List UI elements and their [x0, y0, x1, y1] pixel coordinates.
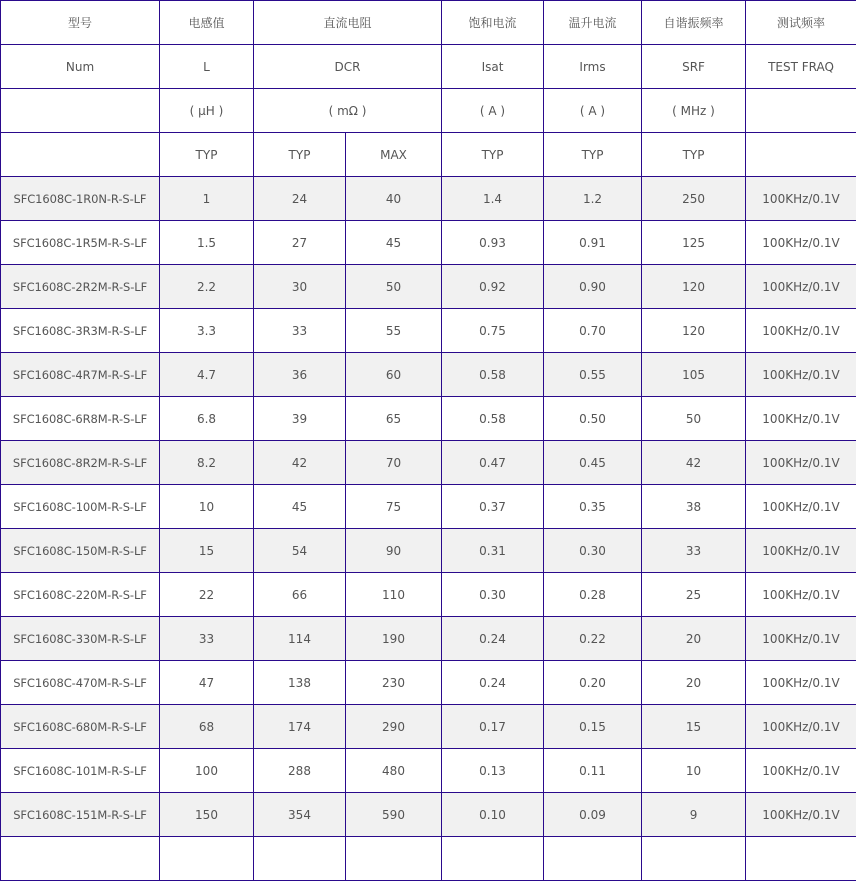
- cell-irms: 0.55: [544, 353, 642, 397]
- cell-dcr-typ: 354: [254, 793, 346, 837]
- cell-dcr-typ: 42: [254, 441, 346, 485]
- header-row-units: [1, 89, 856, 133]
- header-inductance-typ: TYP: [160, 133, 254, 177]
- header-isat-symbol: Isat: [442, 45, 544, 89]
- header-isat: 饱和电流: [442, 1, 544, 45]
- table-row: [1, 177, 856, 221]
- cell-dcr-typ: 288: [254, 749, 346, 793]
- cell-irms: 0.45: [544, 441, 642, 485]
- cell-srf: 15: [642, 705, 746, 749]
- cell-test-freq: [746, 837, 856, 881]
- cell-test-freq: 100KHz/0.1V: [746, 705, 856, 749]
- cell-dcr-typ: 33: [254, 309, 346, 353]
- cell-model: SFC1608C-101M-R-S-LF: [1, 749, 160, 793]
- cell-dcr-typ: 39: [254, 397, 346, 441]
- cell-isat: 0.17: [442, 705, 544, 749]
- cell-dcr-typ: 24: [254, 177, 346, 221]
- cell-test-freq: 100KHz/0.1V: [746, 441, 856, 485]
- cell-model: SFC1608C-151M-R-S-LF: [1, 793, 160, 837]
- cell-dcr-typ: 114: [254, 617, 346, 661]
- cell-isat: 0.37: [442, 485, 544, 529]
- cell-model: SFC1608C-220M-R-S-LF: [1, 573, 160, 617]
- cell-isat: 0.24: [442, 661, 544, 705]
- cell-srf: [642, 837, 746, 881]
- cell-srf: 50: [642, 397, 746, 441]
- cell-dcr-typ: 45: [254, 485, 346, 529]
- header-inductance-symbol: L: [160, 45, 254, 89]
- cell-test-freq: 100KHz/0.1V: [746, 749, 856, 793]
- cell-irms: 0.91: [544, 221, 642, 265]
- cell-dcr-typ: 30: [254, 265, 346, 309]
- header-srf-symbol: SRF: [642, 45, 746, 89]
- cell-inductance: 2.2: [160, 265, 254, 309]
- cell-inductance: 33: [160, 617, 254, 661]
- cell-isat: 0.58: [442, 353, 544, 397]
- cell-irms: 0.15: [544, 705, 642, 749]
- cell-srf: 120: [642, 309, 746, 353]
- cell-test-freq: 100KHz/0.1V: [746, 397, 856, 441]
- header-irms-unit: ( A ): [544, 89, 642, 133]
- header-row-chinese: [1, 1, 856, 45]
- cell-srf: 125: [642, 221, 746, 265]
- cell-isat: 0.10: [442, 793, 544, 837]
- cell-dcr-typ: 36: [254, 353, 346, 397]
- table-row: [1, 529, 856, 573]
- cell-dcr-typ: 27: [254, 221, 346, 265]
- header-model-unit: [1, 89, 160, 133]
- cell-irms: 0.35: [544, 485, 642, 529]
- cell-srf: 25: [642, 573, 746, 617]
- header-model-en: Num: [1, 45, 160, 89]
- table-row: [1, 309, 856, 353]
- header-dcr: 直流电阻: [254, 1, 442, 45]
- cell-model: [1, 837, 160, 881]
- cell-dcr-typ: [254, 837, 346, 881]
- cell-isat: 0.93: [442, 221, 544, 265]
- table-row: [1, 573, 856, 617]
- table-row: [1, 705, 856, 749]
- header-test-freq-blank: [746, 133, 856, 177]
- cell-isat: 0.92: [442, 265, 544, 309]
- cell-isat: 0.58: [442, 397, 544, 441]
- cell-inductance: 6.8: [160, 397, 254, 441]
- cell-dcr-max: 110: [346, 573, 442, 617]
- cell-irms: 1.2: [544, 177, 642, 221]
- header-irms: 温升电流: [544, 1, 642, 45]
- header-irms-typ: TYP: [544, 133, 642, 177]
- cell-model: SFC1608C-1R5M-R-S-LF: [1, 221, 160, 265]
- cell-inductance: 68: [160, 705, 254, 749]
- cell-model: SFC1608C-330M-R-S-LF: [1, 617, 160, 661]
- cell-irms: 0.11: [544, 749, 642, 793]
- cell-dcr-max: 90: [346, 529, 442, 573]
- cell-srf: 33: [642, 529, 746, 573]
- cell-srf: 120: [642, 265, 746, 309]
- cell-dcr-max: 65: [346, 397, 442, 441]
- table-row: [1, 661, 856, 705]
- cell-dcr-max: 590: [346, 793, 442, 837]
- header-row-symbols: [1, 45, 856, 89]
- header-test-freq-en: TEST FRAQ: [746, 45, 856, 89]
- header-inductance-unit: ( μH ): [160, 89, 254, 133]
- cell-test-freq: 100KHz/0.1V: [746, 573, 856, 617]
- cell-srf: 9: [642, 793, 746, 837]
- cell-irms: 0.28: [544, 573, 642, 617]
- table-row: [1, 793, 856, 837]
- header-model: 型号: [1, 1, 160, 45]
- header-dcr-max: MAX: [346, 133, 442, 177]
- cell-irms: 0.20: [544, 661, 642, 705]
- cell-irms: 0.90: [544, 265, 642, 309]
- table-row: [1, 749, 856, 793]
- cell-srf: 42: [642, 441, 746, 485]
- header-isat-unit: ( A ): [442, 89, 544, 133]
- cell-test-freq: 100KHz/0.1V: [746, 353, 856, 397]
- cell-inductance: 3.3: [160, 309, 254, 353]
- cell-model: SFC1608C-3R3M-R-S-LF: [1, 309, 160, 353]
- cell-isat: 1.4: [442, 177, 544, 221]
- cell-inductance: 4.7: [160, 353, 254, 397]
- cell-test-freq: 100KHz/0.1V: [746, 617, 856, 661]
- cell-isat: 0.31: [442, 529, 544, 573]
- cell-inductance: 1.5: [160, 221, 254, 265]
- table-row: [1, 397, 856, 441]
- table-row: [1, 837, 856, 881]
- cell-model: SFC1608C-2R2M-R-S-LF: [1, 265, 160, 309]
- cell-test-freq: 100KHz/0.1V: [746, 221, 856, 265]
- header-dcr-symbol: DCR: [254, 45, 442, 89]
- header-dcr-unit: ( mΩ ): [254, 89, 442, 133]
- cell-dcr-typ: 138: [254, 661, 346, 705]
- cell-dcr-max: [346, 837, 442, 881]
- header-srf: 自谐振频率: [642, 1, 746, 45]
- cell-isat: [442, 837, 544, 881]
- table-row: [1, 221, 856, 265]
- cell-irms: 0.70: [544, 309, 642, 353]
- cell-dcr-typ: 174: [254, 705, 346, 749]
- header-dcr-typ: TYP: [254, 133, 346, 177]
- table-row: [1, 265, 856, 309]
- cell-model: SFC1608C-1R0N-R-S-LF: [1, 177, 160, 221]
- cell-srf: 20: [642, 617, 746, 661]
- cell-model: SFC1608C-680M-R-S-LF: [1, 705, 160, 749]
- cell-irms: [544, 837, 642, 881]
- cell-dcr-max: 70: [346, 441, 442, 485]
- cell-model: SFC1608C-8R2M-R-S-LF: [1, 441, 160, 485]
- table-row: [1, 441, 856, 485]
- cell-dcr-max: 40: [346, 177, 442, 221]
- cell-model: SFC1608C-150M-R-S-LF: [1, 529, 160, 573]
- header-row-typ-max: [1, 133, 856, 177]
- cell-dcr-max: 55: [346, 309, 442, 353]
- cell-isat: 0.30: [442, 573, 544, 617]
- cell-model: SFC1608C-4R7M-R-S-LF: [1, 353, 160, 397]
- table-row: [1, 353, 856, 397]
- cell-test-freq: 100KHz/0.1V: [746, 309, 856, 353]
- cell-isat: 0.75: [442, 309, 544, 353]
- header-srf-typ: TYP: [642, 133, 746, 177]
- cell-model: SFC1608C-470M-R-S-LF: [1, 661, 160, 705]
- cell-inductance: 8.2: [160, 441, 254, 485]
- header-srf-unit: ( MHz ): [642, 89, 746, 133]
- cell-dcr-max: 190: [346, 617, 442, 661]
- header-irms-symbol: Irms: [544, 45, 642, 89]
- cell-test-freq: 100KHz/0.1V: [746, 529, 856, 573]
- cell-dcr-max: 290: [346, 705, 442, 749]
- cell-irms: 0.30: [544, 529, 642, 573]
- cell-test-freq: 100KHz/0.1V: [746, 661, 856, 705]
- header-model-blank: [1, 133, 160, 177]
- cell-dcr-max: 45: [346, 221, 442, 265]
- cell-isat: 0.24: [442, 617, 544, 661]
- cell-test-freq: 100KHz/0.1V: [746, 177, 856, 221]
- cell-srf: 250: [642, 177, 746, 221]
- header-test-freq: 测试频率: [746, 1, 856, 45]
- cell-model: SFC1608C-6R8M-R-S-LF: [1, 397, 160, 441]
- cell-srf: 20: [642, 661, 746, 705]
- cell-dcr-max: 230: [346, 661, 442, 705]
- header-test-freq-unit: [746, 89, 856, 133]
- cell-dcr-max: 60: [346, 353, 442, 397]
- cell-irms: 0.50: [544, 397, 642, 441]
- table-row: [1, 617, 856, 661]
- header-isat-typ: TYP: [442, 133, 544, 177]
- header-inductance: 电感值: [160, 1, 254, 45]
- cell-dcr-max: 50: [346, 265, 442, 309]
- cell-inductance: 47: [160, 661, 254, 705]
- cell-model: SFC1608C-100M-R-S-LF: [1, 485, 160, 529]
- cell-dcr-max: 480: [346, 749, 442, 793]
- cell-inductance: 150: [160, 793, 254, 837]
- cell-test-freq: 100KHz/0.1V: [746, 485, 856, 529]
- cell-isat: 0.47: [442, 441, 544, 485]
- cell-inductance: 15: [160, 529, 254, 573]
- cell-test-freq: 100KHz/0.1V: [746, 793, 856, 837]
- cell-inductance: 100: [160, 749, 254, 793]
- cell-dcr-typ: 66: [254, 573, 346, 617]
- cell-inductance: 1: [160, 177, 254, 221]
- cell-dcr-typ: 54: [254, 529, 346, 573]
- cell-irms: 0.22: [544, 617, 642, 661]
- cell-inductance: 22: [160, 573, 254, 617]
- cell-isat: 0.13: [442, 749, 544, 793]
- cell-srf: 105: [642, 353, 746, 397]
- cell-srf: 38: [642, 485, 746, 529]
- cell-inductance: 10: [160, 485, 254, 529]
- cell-inductance: [160, 837, 254, 881]
- cell-dcr-max: 75: [346, 485, 442, 529]
- cell-srf: 10: [642, 749, 746, 793]
- cell-test-freq: 100KHz/0.1V: [746, 265, 856, 309]
- table-row: [1, 485, 856, 529]
- cell-irms: 0.09: [544, 793, 642, 837]
